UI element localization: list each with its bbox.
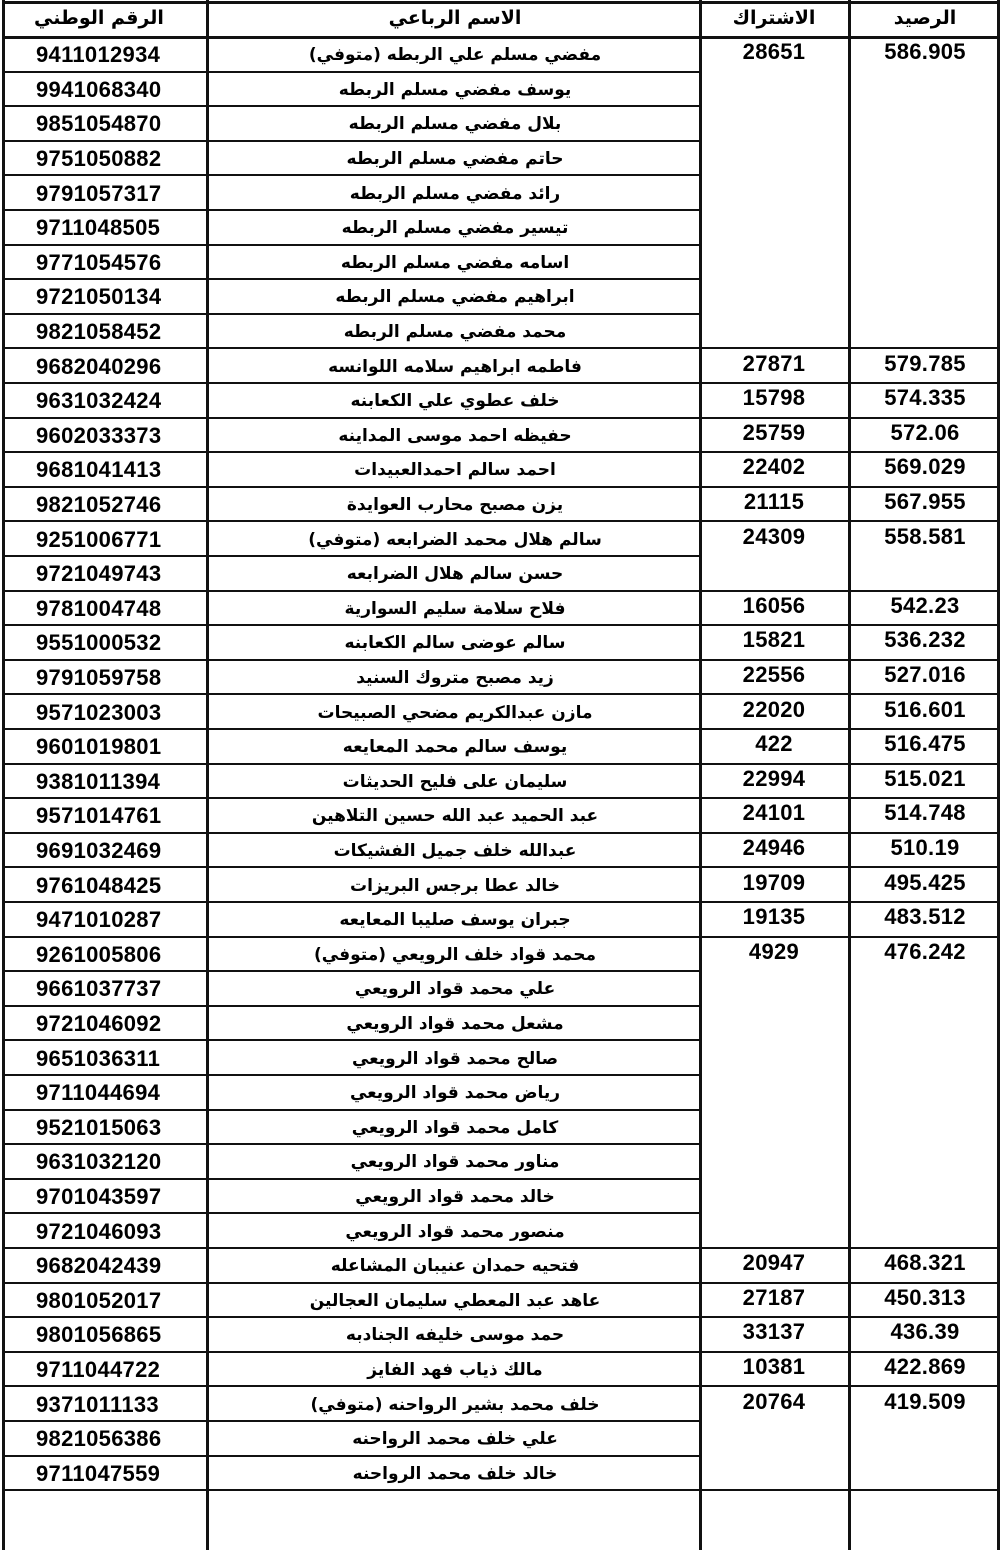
full-name-cell: فاطمه ابراهيم سلامه اللوانسه <box>328 356 582 377</box>
national-id-cell: 9721046093 <box>36 1218 162 1244</box>
subscription-cell: 27871 <box>742 350 806 376</box>
subscription-cell: 16056 <box>742 592 806 618</box>
balance-cell: 468.321 <box>884 1250 966 1276</box>
header-full-name: الاسم الرباعي <box>388 7 522 29</box>
full-name-cell: يوسف سالم محمد المعايعه <box>342 737 568 758</box>
national-id-cell: 9771054576 <box>36 249 162 275</box>
national-id-cell: 9821058452 <box>36 319 162 345</box>
national-id-cell: 9411012934 <box>36 42 161 68</box>
header-national-id: الرقم الوطني <box>34 7 164 29</box>
table-top-border <box>2 1 1000 4</box>
national-id-cell: 9821056386 <box>36 1426 162 1452</box>
full-name-cell: فتحيه حمدان عنيبان المشاعله <box>330 1256 580 1277</box>
balance-cell: 516.601 <box>884 696 966 722</box>
full-name-cell: جبران يوسف صليبا المعايعه <box>339 910 571 931</box>
national-id-cell: 9751050882 <box>36 146 162 172</box>
subscription-cell: 21115 <box>743 489 805 515</box>
full-name-cell: خالد خلف محمد الرواحنه <box>352 1463 558 1484</box>
national-id-cell: 9631032424 <box>36 388 162 414</box>
full-name-cell: مناور محمد قواد الرويعي <box>350 1152 560 1173</box>
full-name-cell: كامل محمد قواد الرويعي <box>351 1117 559 1138</box>
subscription-cell: 15821 <box>742 627 806 653</box>
header-subscription: الاشتراك <box>732 7 816 29</box>
balance-cell: 476.242 <box>884 938 966 964</box>
full-name-cell: فلاح سلامة سليم السوارية <box>344 598 566 619</box>
national-id-cell: 9781004748 <box>36 595 162 621</box>
balance-cell: 516.475 <box>884 731 966 757</box>
national-id-cell: 9801052017 <box>36 1287 162 1313</box>
subscription-cell: 22994 <box>742 765 806 791</box>
subscription-cell: 15798 <box>742 385 806 411</box>
balance-cell: 569.029 <box>884 454 966 480</box>
full-name-cell: عبدالله خلف جميل الفشيكات <box>333 841 577 862</box>
subscription-cell: 25759 <box>742 419 806 445</box>
subscription-cell: 22020 <box>742 696 806 722</box>
full-name-cell: خلف محمد بشير الرواحنه (متوفي) <box>310 1394 600 1415</box>
full-name-cell: علي محمد قواد الرويعي <box>354 979 556 1000</box>
subscription-cell: 24309 <box>742 523 806 549</box>
full-name-cell: علي خلف محمد الرواحنه <box>352 1429 558 1450</box>
full-name-cell: صالح محمد قواد الرويعي <box>351 1048 559 1069</box>
national-id-cell: 9602033373 <box>36 422 162 448</box>
column-divider <box>2 0 5 1550</box>
full-name-cell: سالم عوضى سالم الكعابنه <box>344 633 566 654</box>
balance-cell: 495.425 <box>884 869 966 895</box>
national-id-cell: 9681041413 <box>36 457 162 483</box>
subscription-cell: 19709 <box>742 869 806 895</box>
full-name-cell: محمد قواد خلف الرويعي (متوفي) <box>314 944 596 965</box>
full-name-cell: يوسف مفضي مسلم الربطه <box>338 79 572 100</box>
balance-cell: 527.016 <box>884 662 966 688</box>
subscription-cell: 20947 <box>742 1250 806 1276</box>
subscription-cell: 19135 <box>742 904 806 930</box>
national-id-cell: 9261005806 <box>36 941 162 967</box>
national-id-cell: 9651036311 <box>36 1045 161 1071</box>
header-balance: الرصيد <box>893 7 957 29</box>
balance-cell: 572.06 <box>890 419 960 445</box>
national-id-cell: 9721046092 <box>36 1011 162 1037</box>
national-id-cell: 9571014761 <box>36 803 162 829</box>
national-id-cell: 9371011133 <box>36 1391 159 1417</box>
balance-cell: 422.869 <box>884 1354 966 1380</box>
balance-cell: 579.785 <box>884 350 966 376</box>
national-id-cell: 9761048425 <box>36 872 162 898</box>
full-name-cell: سليمان على فليح الحديثات <box>342 771 568 792</box>
national-id-cell: 9251006771 <box>36 526 162 552</box>
subscription-cell: 27187 <box>742 1284 806 1310</box>
full-name-cell: منصور محمد قواد الرويعي <box>345 1221 565 1242</box>
full-name-cell: حسن سالم هلال الضرابعه <box>346 564 564 585</box>
subscription-cell: 422 <box>755 731 793 757</box>
national-id-cell: 9521015063 <box>36 1114 162 1140</box>
full-name-cell: رياض محمد قواد الرويعي <box>349 1083 561 1104</box>
full-name-cell: حاتم مفضي مسلم الربطه <box>346 149 564 170</box>
full-name-cell: سالم هلال محمد الضرابعه (متوفي) <box>308 529 602 550</box>
column-divider <box>699 0 702 1550</box>
full-name-cell: محمد مفضي مسلم الربطه <box>343 322 567 343</box>
balance-cell: 510.19 <box>890 835 960 861</box>
national-id-cell: 9721050134 <box>36 284 162 310</box>
balance-cell: 450.313 <box>884 1284 966 1310</box>
subscription-cell: 28651 <box>742 39 806 65</box>
national-id-cell: 9601019801 <box>36 734 162 760</box>
national-id-cell: 9851054870 <box>36 111 162 137</box>
full-name-cell: تيسير مفضي مسلم الربطه <box>341 218 569 239</box>
balance-cell: 586.905 <box>884 39 966 65</box>
national-id-cell: 9941068340 <box>36 76 162 102</box>
full-name-cell: حمد موسى خليفه الجنادبه <box>345 1325 565 1346</box>
subscription-cell: 10381 <box>742 1354 806 1380</box>
full-name-cell: عاهد عبد المعطي سليمان العجالين <box>309 1290 601 1311</box>
balance-cell: 483.512 <box>884 904 966 930</box>
full-name-cell: خالد عطا برجس البريزات <box>350 875 560 896</box>
column-divider <box>848 0 851 1550</box>
national-id-cell: 9721049743 <box>36 561 162 587</box>
balance-cell: 514.748 <box>884 800 966 826</box>
subscription-cell: 24101 <box>742 800 806 826</box>
full-name-cell: حفيظه احمد موسى المداينه <box>338 425 572 446</box>
national-id-cell: 9791059758 <box>36 665 162 691</box>
national-id-cell: 9711044694 <box>36 1080 161 1106</box>
balance-cell: 419.509 <box>884 1388 966 1414</box>
full-name-cell: ابراهيم مفضي مسلم الربطه <box>335 287 575 308</box>
full-name-cell: خلف عطوي علي الكعابنه <box>350 391 560 412</box>
national-id-cell: 9682042439 <box>36 1253 162 1279</box>
national-id-cell: 9551000532 <box>36 630 162 656</box>
subscription-cell: 22402 <box>742 454 806 480</box>
full-name-cell: يزن مصبح محارب العوايدة <box>346 495 564 516</box>
full-name-cell: مالك ذياب فهد الفايز <box>367 1360 543 1381</box>
full-name-cell: مفضي مسلم علي الربطه (متوفي) <box>308 45 602 66</box>
full-name-cell: خالد محمد قواد الرويعي <box>355 1187 555 1208</box>
national-id-cell: 9691032469 <box>36 838 162 864</box>
national-id-cell: 9682040296 <box>36 353 162 379</box>
subscription-cell: 4929 <box>748 938 800 964</box>
balance-cell: 436.39 <box>890 1319 960 1345</box>
subscription-cell: 33137 <box>742 1319 806 1345</box>
balance-cell: 558.581 <box>884 523 966 549</box>
balance-cell: 542.23 <box>890 592 960 618</box>
balance-cell: 574.335 <box>884 385 966 411</box>
national-id-cell: 9821052746 <box>36 492 162 518</box>
row-divider <box>2 1489 699 1491</box>
full-name-cell: بلال مفضي مسلم الربطه <box>348 114 562 135</box>
national-id-cell: 9711047559 <box>36 1460 161 1486</box>
full-name-cell: عبد الحميد عبد الله حسين التلاهين <box>311 806 599 827</box>
full-name-cell: مشعل محمد قواد الرويعي <box>346 1014 564 1035</box>
national-id-cell: 9381011394 <box>36 768 161 794</box>
balance-cell: 567.955 <box>884 489 966 515</box>
national-id-cell: 9791057317 <box>36 180 162 206</box>
national-id-cell: 9711044722 <box>36 1357 161 1383</box>
balance-cell: 515.021 <box>884 765 966 791</box>
full-name-cell: احمد سالم احمدالعبيدات <box>354 460 556 481</box>
column-divider <box>206 0 209 1550</box>
national-id-cell: 9661037737 <box>36 976 162 1002</box>
national-id-cell: 9471010287 <box>36 907 162 933</box>
full-name-cell: مازن عبدالكريم مضحي الصبيحات <box>317 702 593 723</box>
national-id-cell: 9711048505 <box>36 215 161 241</box>
national-id-cell: 9631032120 <box>36 1149 162 1175</box>
balance-cell: 536.232 <box>884 627 966 653</box>
header-divider <box>2 36 1000 39</box>
subscription-cell: 24946 <box>742 835 806 861</box>
national-id-cell: 9701043597 <box>36 1184 162 1210</box>
full-name-cell: اسامه مفضي مسلم الربطه <box>340 252 570 273</box>
national-id-cell: 9571023003 <box>36 699 162 725</box>
subscription-cell: 22556 <box>742 662 806 688</box>
full-name-cell: رائد مفضي مسلم الربطه <box>349 183 561 204</box>
full-name-cell: زيد مصبح متروك السنيد <box>356 668 554 689</box>
national-id-cell: 9801056865 <box>36 1322 162 1348</box>
subscription-cell: 20764 <box>742 1388 806 1414</box>
